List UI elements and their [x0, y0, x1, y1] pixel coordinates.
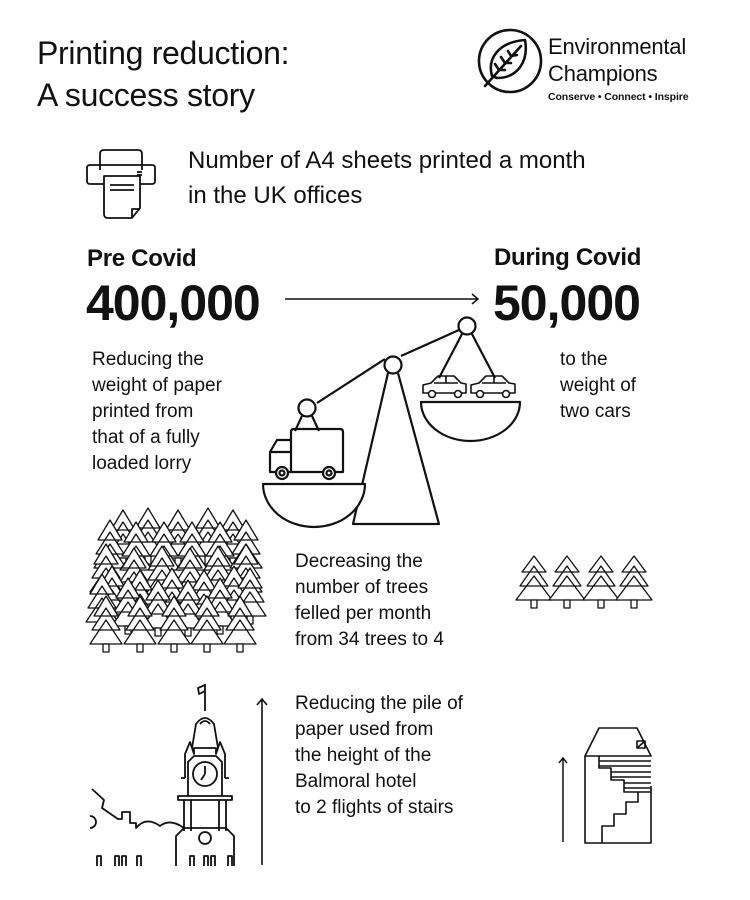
trees-text [295, 549, 444, 653]
weight-before-line: Reducing the [92, 349, 204, 370]
printer-icon [86, 146, 162, 222]
weight-after-line: weight of [560, 375, 637, 396]
during-covid-value: 50,000 [493, 275, 640, 331]
height-text [295, 691, 463, 821]
pre-covid-label: Pre Covid [87, 245, 197, 272]
height-line: the height of the [295, 745, 432, 766]
stairs-icon [584, 726, 656, 844]
arrow-up-icon [255, 697, 269, 865]
weight-before-line: weight of paper [92, 375, 222, 396]
height-line: paper used from [295, 719, 434, 740]
trees-line: felled per month [295, 603, 432, 624]
weight-after-text [560, 347, 636, 425]
subtitle [188, 143, 586, 213]
logo-name-line-1: Environmental [548, 34, 687, 59]
two-cars-icon [421, 373, 517, 401]
height-line: to 2 flights of stairs [295, 797, 454, 818]
forest-34-trees-icon [88, 508, 268, 658]
title-line-1: Printing reduction: [37, 35, 290, 71]
arrow-right-icon [285, 293, 481, 305]
arrow-up-small-icon [557, 756, 569, 842]
subtitle-line-1: Number of A4 sheets printed a month [188, 147, 586, 174]
trees-line: from 34 trees to 4 [295, 629, 444, 650]
four-trees-icon [514, 556, 660, 618]
balance-scale-icon [255, 312, 525, 527]
trees-line: Decreasing the [295, 551, 423, 572]
balmoral-hotel-clock-tower-icon [80, 676, 260, 866]
logo-tagline: Conserve • Connect • Inspire [548, 91, 689, 103]
page-title [37, 32, 289, 116]
height-line: Reducing the pile of [295, 693, 463, 714]
height-line: Balmoral hotel [295, 771, 417, 792]
lorry-icon [267, 428, 347, 482]
weight-before-line: printed from [92, 401, 194, 422]
weight-before-text [92, 347, 222, 477]
weight-after-line: two cars [560, 401, 631, 422]
weight-before-line: loaded lorry [92, 453, 192, 474]
weight-before-line: that of a fully [92, 427, 200, 448]
subtitle-line-2: in the UK offices [188, 182, 363, 209]
leaf-in-circle-icon [477, 28, 543, 94]
title-line-2: A success story [37, 77, 255, 113]
logo [548, 33, 689, 104]
weight-after-line: to the [560, 349, 608, 370]
pre-covid-value: 400,000 [86, 275, 260, 331]
during-covid-label: During Covid [494, 244, 642, 271]
logo-name-line-2: Champions [548, 61, 658, 86]
trees-line: number of trees [295, 577, 429, 598]
